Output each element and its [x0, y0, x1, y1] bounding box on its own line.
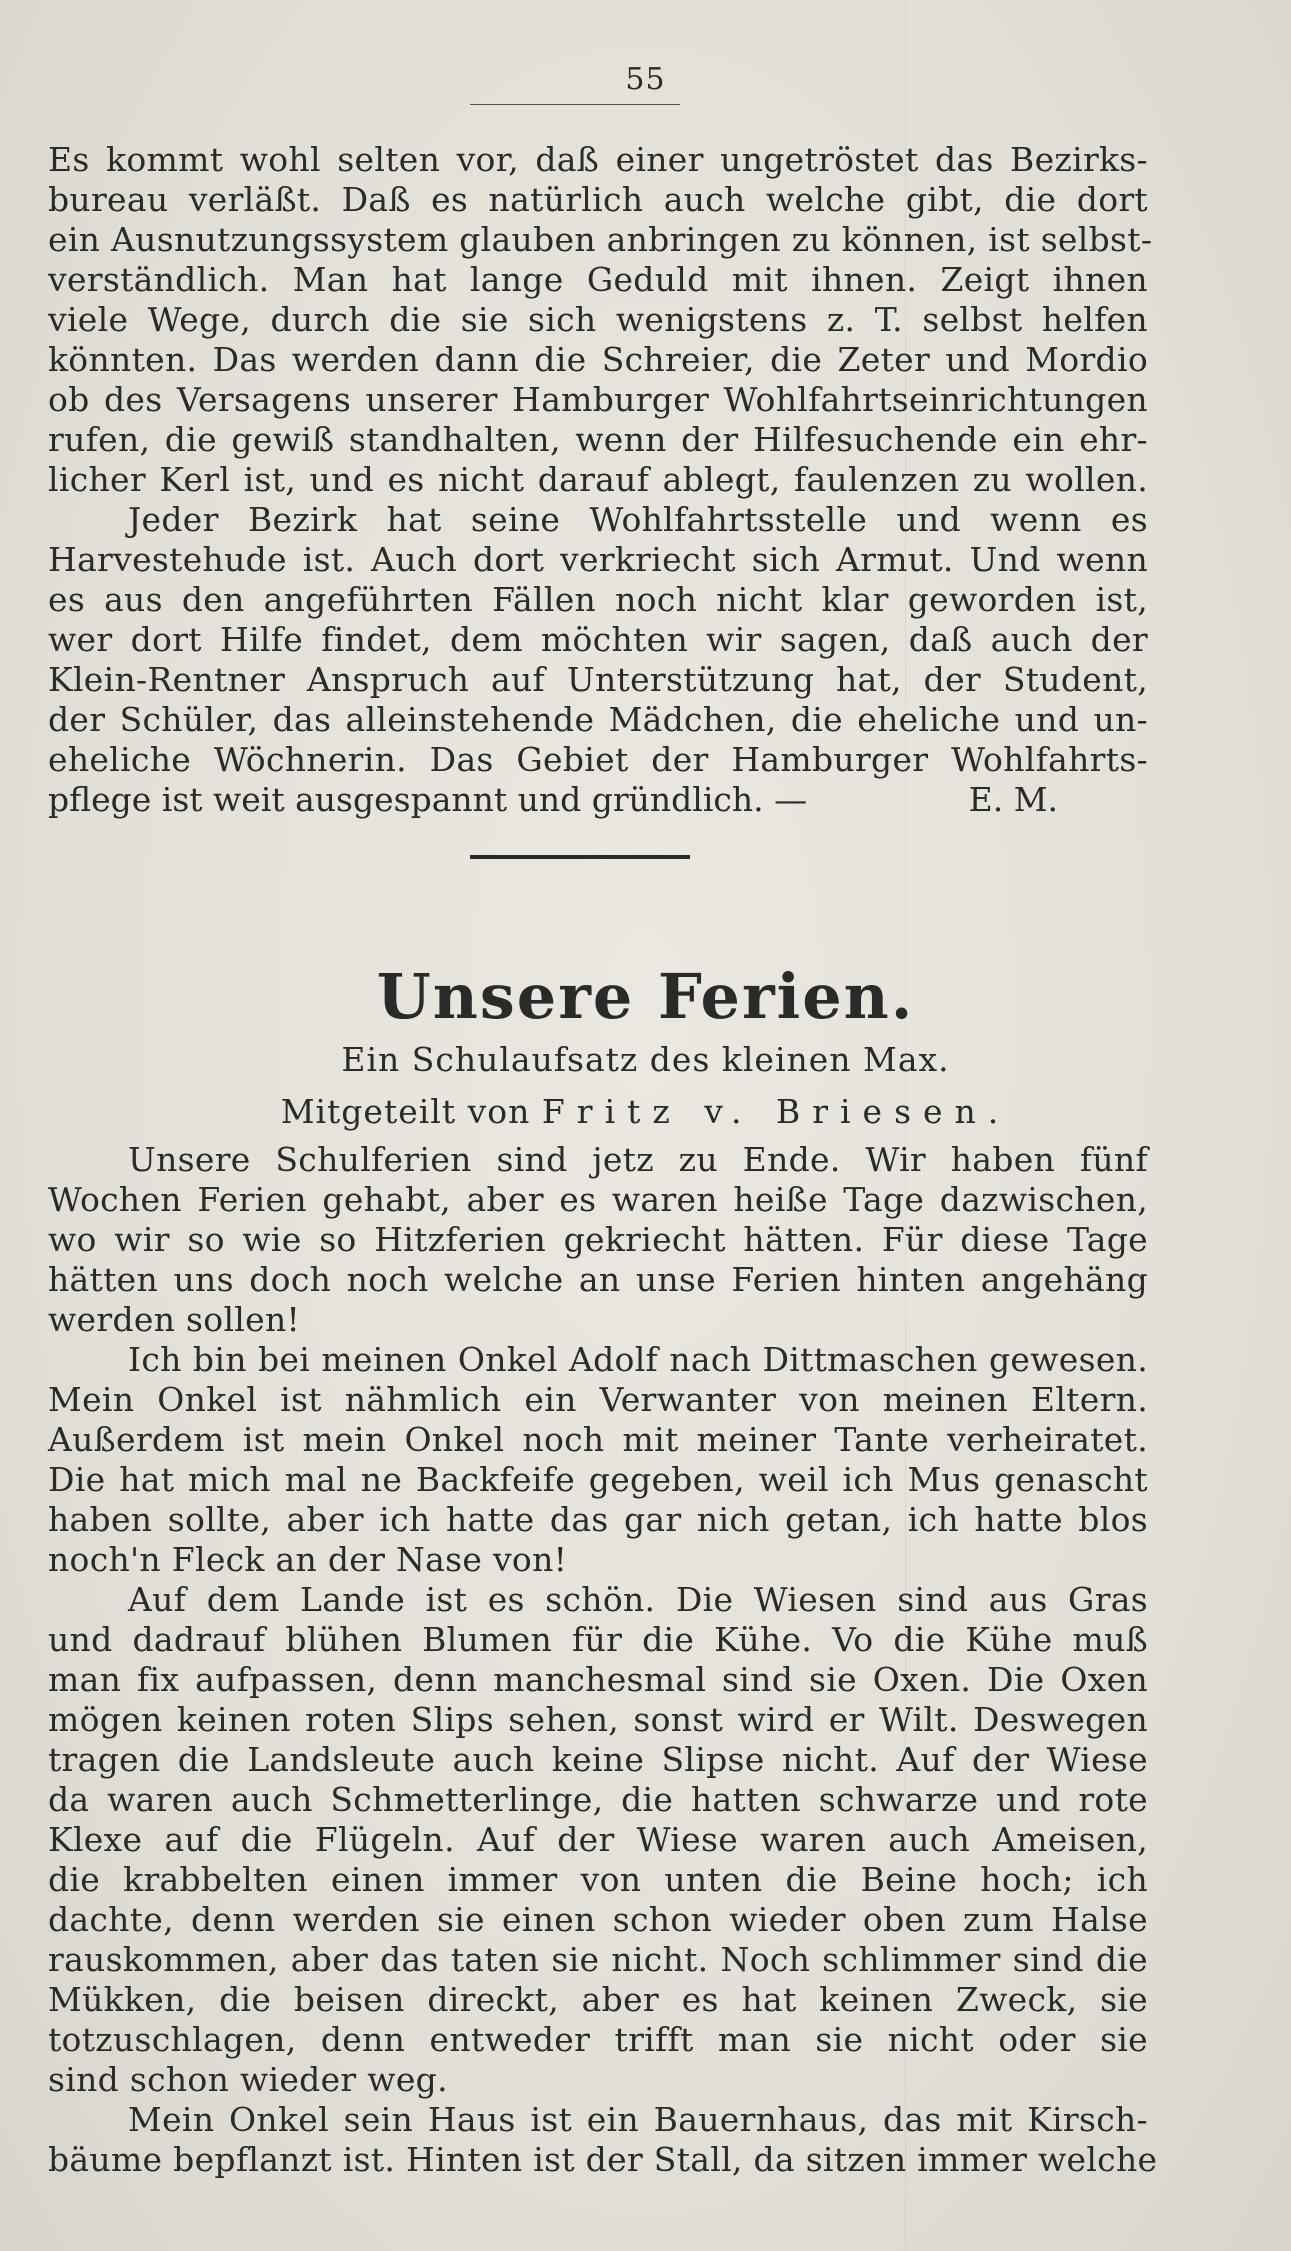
text-line: Ich bin bei meinen Onkel Adolf nach Dittmaschen gewesen. [128, 1340, 1148, 1379]
paragraph [48, 1580, 1148, 2100]
text-line: Mükken, die beisen direckt, aber es hat keinen Zweck, sie [48, 1980, 1148, 2019]
paragraph [48, 1140, 1148, 1340]
text-line: tragen die Landsleute auch keine Slipse nicht. Auf der Wiese [48, 1740, 1148, 1779]
text-line: haben sollte, aber ich hatte das gar nich getan, ich hatte blos [48, 1500, 1148, 1539]
text-line: werden sollen! [48, 1300, 301, 1339]
text-line: Klein-Rentner Anspruch auf Unterstützung hat, der Student, [48, 660, 1148, 699]
text-line: totzuschlagen, denn entweder trifft man sie nicht oder sie [48, 2020, 1148, 2059]
text-line: wer dort Hilfe findet, dem möchten wir sagen, daß auch der [48, 620, 1148, 659]
text-line: der Schüler, das alleinstehende Mädchen, die eheliche und un- [48, 700, 1148, 739]
byline-author: Fritz v. Briesen. [541, 1092, 1011, 1131]
previous-article-text [48, 140, 1153, 820]
article-byline [0, 1092, 1291, 1131]
text-line: noch'n Fleck an der Nase von! [48, 1540, 568, 1579]
article-subtitle: Ein Schulaufsatz des kleinen Max. [341, 1040, 950, 1079]
text-line: Wochen Ferien gehabt, aber es waren heiße Tage dazwischen, [48, 1180, 1148, 1219]
paragraph [48, 2100, 1158, 2180]
text-line: Mein Onkel ist nähmlich ein Verwanter von meinen Eltern. [48, 1380, 1148, 1419]
text-line: Auf dem Lande ist es schön. Die Wiesen sind aus Gras [128, 1580, 1148, 1619]
text-line: Jeder Bezirk hat seine Wohlfahrtsstelle und wenn es [128, 500, 1148, 539]
text-line: hätten uns doch noch welche an unse Ferien hinten angehäng [48, 1260, 1148, 1299]
text-line: eheliche Wöchnerin. Das Gebiet der Hamburger Wohlfahrts- [48, 740, 1148, 779]
text-line: verständlich. Man hat lange Geduld mit ihnen. Zeigt ihnen [48, 260, 1148, 299]
paragraph [48, 500, 1148, 820]
text-line: Außerdem ist mein Onkel noch mit meiner Tante verheiratet. [48, 1420, 1148, 1459]
text-line: Es kommt wohl selten vor, daß einer ungetröstet das Bezirks- [48, 140, 1148, 179]
text-line: und dadrauf blühen Blumen für die Kühe. Vo die Kühe muß [48, 1620, 1148, 1659]
text-line: es aus den angeführten Fällen noch nicht klar geworden ist, [48, 580, 1148, 619]
text-line: wo wir so wie so Hitzferien gekriecht hätten. Für diese Tage [48, 1220, 1148, 1259]
section-divider [470, 855, 690, 859]
text-line: pflege ist weit ausgespannt und gründlich. — [48, 780, 808, 819]
text-line: da waren auch Schmetterlinge, die hatten schwarze und rote [48, 1780, 1148, 1819]
text-line: sind schon wieder weg. [48, 2060, 448, 2099]
text-line: Die hat mich mal ne Backfeife gegeben, weil ich Mus genascht [48, 1460, 1148, 1499]
text-line: man fix aufpassen, denn manchesmal sind sie Oxen. Die Oxen [48, 1660, 1148, 1699]
byline-prefix: Mitgeteilt von [280, 1092, 531, 1131]
paragraph [48, 1340, 1148, 1580]
article-title: Unsere Ferien. [376, 960, 915, 1033]
text-line: mögen keinen roten Slips sehen, sonst wird er Wilt. Deswegen [48, 1700, 1148, 1739]
author-signature: E. M. [968, 780, 1058, 819]
text-line: licher Kerl ist, und es nicht darauf ablegt, faulenzen zu wollen. [48, 460, 1148, 499]
page-number: 55 [625, 62, 666, 97]
text-line: bureau verläßt. Daß es natürlich auch welche gibt, die dort [48, 180, 1148, 219]
text-line: Unsere Schulferien sind jetz zu Ende. Wir haben fünf [128, 1140, 1148, 1179]
page-number-rule [470, 104, 680, 105]
article-body [48, 1140, 1158, 2180]
paragraph [48, 140, 1153, 500]
text-line: Mein Onkel sein Haus ist ein Bauernhaus, das mit Kirsch- [128, 2100, 1148, 2139]
closing-line [48, 780, 1148, 820]
text-line: ob des Versagens unserer Hamburger Wohlfahrtseinrichtungen [48, 380, 1148, 419]
text-line: Harvestehude ist. Auch dort verkriecht sich Armut. Und wenn [48, 540, 1148, 579]
text-line: rufen, die gewiß standhalten, wenn der Hilfesuchende ein ehr- [48, 420, 1148, 459]
text-line: rauskommen, aber das taten sie nicht. Noch schlimmer sind die [48, 1940, 1148, 1979]
text-line: die krabbelten einen immer von unten die Beine hoch; ich [48, 1860, 1148, 1899]
text-line: viele Wege, durch die sie sich wenigstens z. T. selbst helfen [48, 300, 1148, 339]
text-line: könnten. Das werden dann die Schreier, die Zeter und Mordio [48, 340, 1148, 379]
text-line: bäume bepflanzt ist. Hinten ist der Stall, da sitzen immer welche [48, 2140, 1158, 2179]
text-line: dachte, denn werden sie einen schon wieder oben zum Halse [48, 1900, 1148, 1939]
text-line: ein Ausnutzungssystem glauben anbringen zu können, ist selbst- [48, 220, 1153, 259]
text-line: Klexe auf die Flügeln. Auf der Wiese waren auch Ameisen, [48, 1820, 1148, 1859]
